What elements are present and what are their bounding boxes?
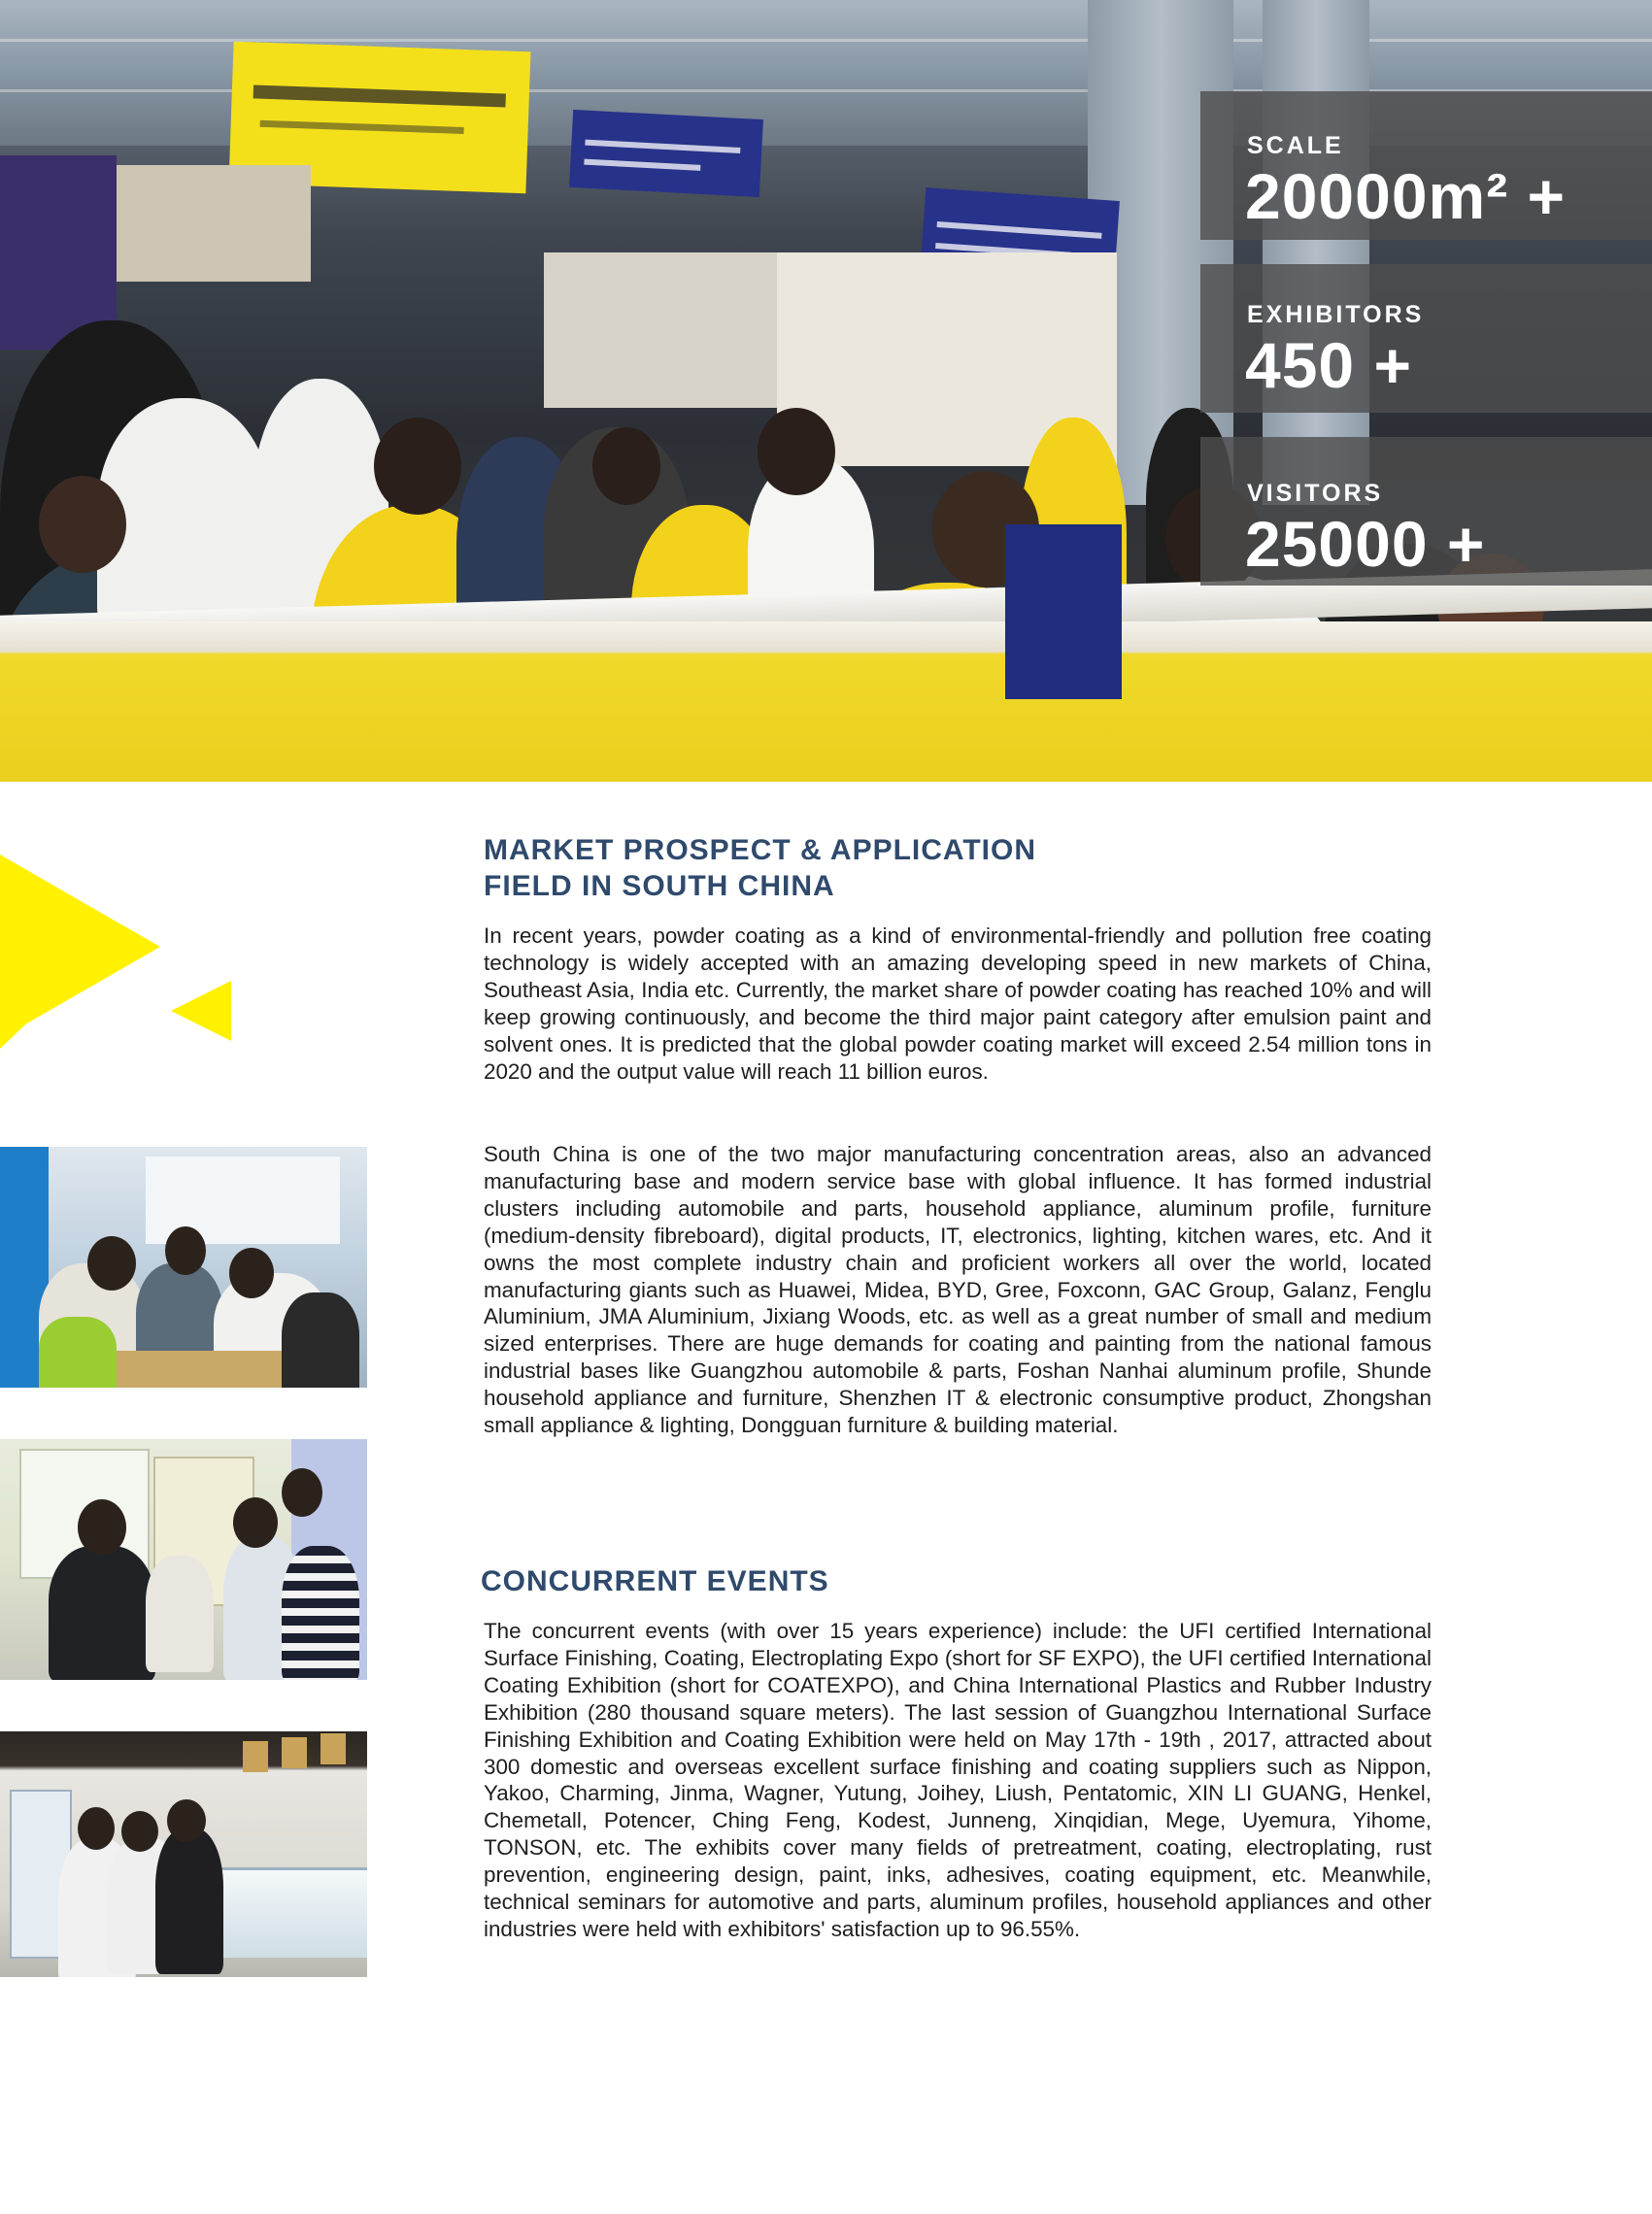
staff-member — [39, 1317, 117, 1388]
exhibition-photo-1 — [0, 1147, 367, 1388]
wall-frame — [243, 1741, 268, 1772]
visitor — [49, 1546, 155, 1680]
display-table — [117, 1351, 282, 1388]
expo-banner-blue — [569, 110, 763, 197]
visitor-head — [592, 427, 660, 505]
visitor-head — [374, 418, 461, 515]
wall-frame — [320, 1733, 346, 1764]
section-title-line: MARKET PROSPECT & APPLICATION — [484, 834, 1037, 866]
banner-text-graphic — [584, 159, 700, 171]
section-title-concurrent — [481, 1563, 829, 1599]
registration-sign — [1005, 524, 1122, 699]
visitor-head — [233, 1497, 278, 1548]
stat-exhibitors — [1200, 264, 1652, 413]
section-title-line: FIELD IN SOUTH CHINA — [484, 870, 835, 902]
stat-label: VISITORS — [1247, 480, 1384, 507]
visitor-head — [87, 1236, 136, 1291]
visitor-head — [78, 1807, 115, 1850]
backpack — [282, 1292, 359, 1388]
concurrent-paragraph-1: The concurrent events (with over 15 years experience) include: the UFI certified International Surface Finishing, Coating, Electroplating Expo (short for SF EXPO), the UFI certified International Coating Exhibition (short for COATEXPO), and China International Plastics and Rubber Industry Exhibition (280 thousand square meters). The last session of Guangzhou International Surface Finishing Exhibition and Coating Exhibition were held on May 17th - 19th , 2017, attracted about 300 domestic and overseas excellent surface finishing and coating suppliers such as Nippon, Yakoo, Charming, Jinma, Wagner, Yutung, Joihey, Liush, Pentatomic, XIN LI GUANG, Henkel, Chemetall, Potencer, Ching Feng, Kodest, Junneng, Xinqidian, Mege, Uyemura, Yihome, TONSON, etc. The exhibits cover many fields of pretreatment, coating, electroplating, rust prevention, engineering design, paint, inks, adhesives, coating equipment, etc. Meanwhile, technical seminars for automotive and parts, aluminum profiles, household appliances and other industries were held with exhibitors' satisfaction up to 96.55%. — [484, 1619, 1432, 1941]
section-title-market — [484, 832, 1036, 904]
stat-label: SCALE — [1247, 132, 1344, 159]
visitor-head — [229, 1248, 274, 1298]
section-title-line: CONCURRENT EVENTS — [481, 1565, 829, 1597]
stat-value: 450 + — [1245, 329, 1412, 401]
stat-value: 20000m² + — [1245, 160, 1567, 232]
visitor-head — [165, 1226, 206, 1275]
yellow-triangle-decoration — [0, 940, 115, 1049]
stat-scale — [1200, 91, 1652, 240]
visitor-head — [78, 1499, 126, 1556]
visitor — [155, 1828, 223, 1974]
stat-visitors — [1200, 437, 1652, 586]
banner-text-graphic — [253, 84, 506, 107]
visitor — [282, 1546, 359, 1680]
booth-wall — [117, 165, 311, 282]
banner-text-graphic — [585, 140, 740, 153]
market-paragraph-1: In recent years, powder coating as a kind of environmental-friendly and pollution free coating technology is widely accepted with an amazing developing speed in new markets of China, Southeast Asia, India etc. Currently, the market share of powder coating has reached 10% and will keep growing continuously, and become the third major paint category after emulsion paint and solvent ones. It is predicted that the global powder coating market will exceed 2.54 million tons in 2020 and the output value will reach 11 billion euros. — [484, 923, 1432, 1084]
yellow-triangle-decoration — [171, 981, 231, 1041]
registration-counter — [0, 621, 1652, 782]
wall-frame — [282, 1737, 307, 1768]
visitor-head — [758, 408, 835, 495]
visitor-head — [39, 476, 126, 573]
hall-pillar — [1263, 0, 1369, 505]
visitor — [146, 1556, 214, 1672]
visitor-head — [282, 1468, 322, 1517]
visitor-head — [121, 1811, 158, 1852]
banner-text-graphic — [937, 221, 1102, 239]
exhibition-photo-2 — [0, 1439, 367, 1680]
stat-value: 25000 + — [1245, 508, 1486, 580]
booth-wall — [544, 252, 777, 408]
banner-text-graphic — [260, 120, 464, 134]
stat-label: EXHIBITORS — [1247, 301, 1425, 328]
visitor-head — [167, 1799, 206, 1842]
market-paragraph-2: South China is one of the two major manufacturing concentration areas, also an advanced manufacturing base and modern service base with global influence. It has formed industrial clusters including automobile and parts, household appliance, aluminum profile, furniture (medium-density fibreboard), digital products, IT, electronics, lighting, kitchen wares, etc. And it owns the most complete industry chain and proficient workers all over the world, located manufacturing giants such as Huawei, Midea, BYD, Gree, Foxconn, GAC Group, Galanz, Fenglu Aluminium, JMA Aluminium, Jixiang Woods, etc. as well as a great number of small and medium sized enterprises. There are huge demands for coating and painting from the national famous industrial bases like Guangzhou automobile & parts, Foshan Nanhai aluminum profile, Shunde household appliance and furniture, Shenzhen IT & electronic consumptive product, Zhongshan small appliance & lighting, Dongguan furniture & building material. — [484, 1142, 1432, 1438]
exhibition-photo-3 — [0, 1731, 367, 1977]
